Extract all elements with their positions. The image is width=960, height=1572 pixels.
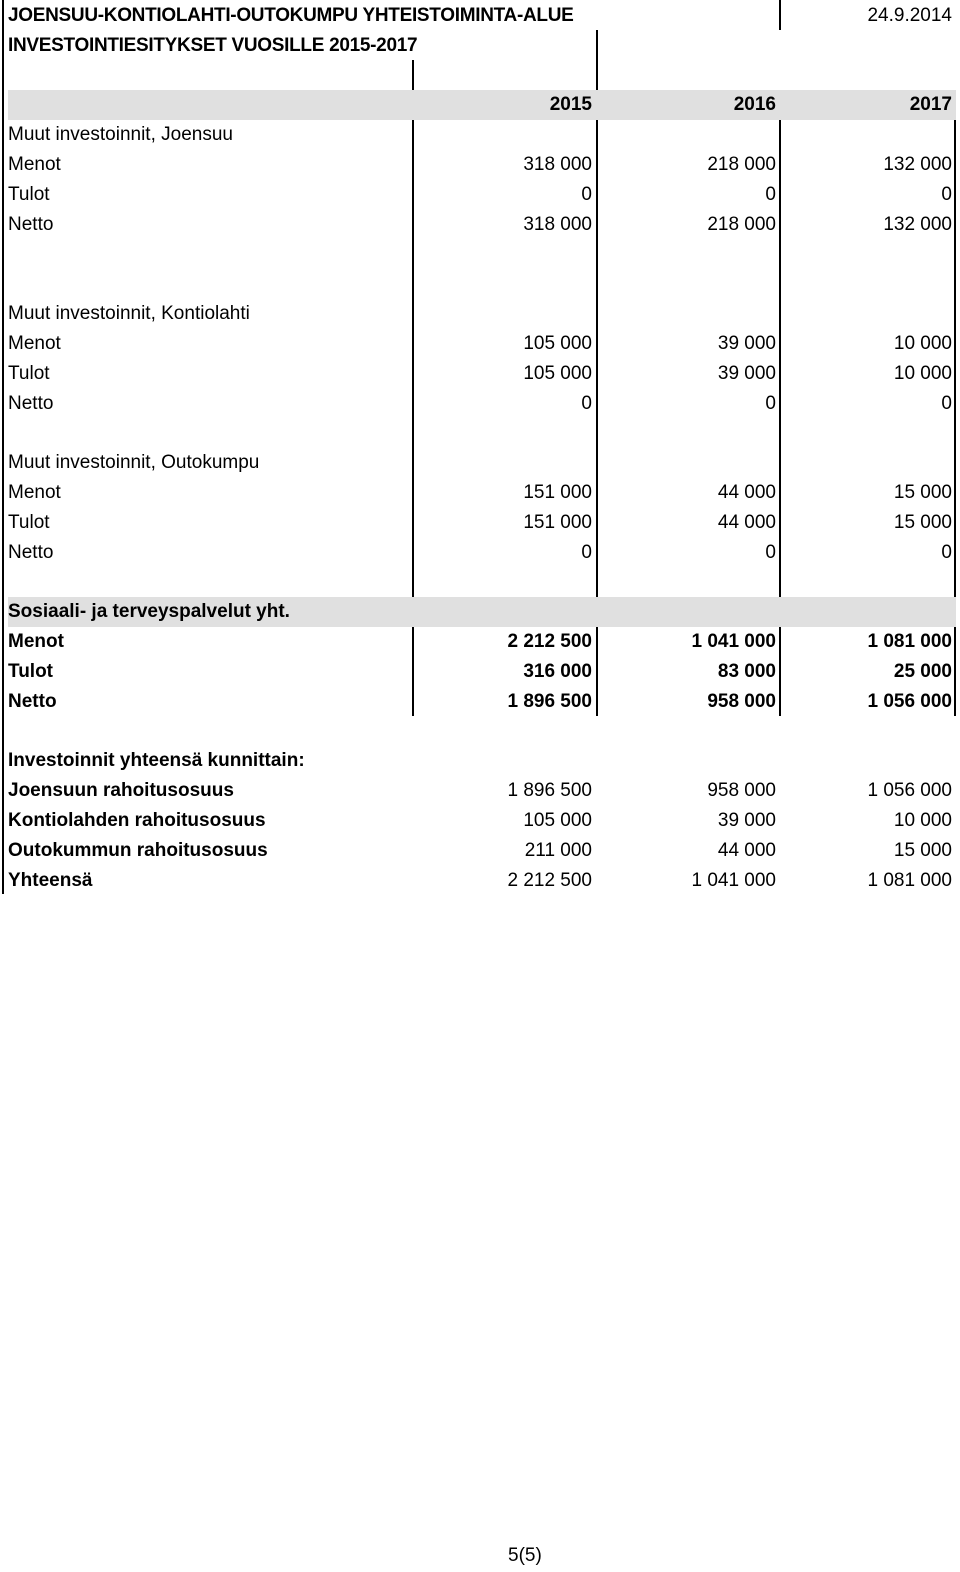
row-label: Joensuun rahoitusosuus	[8, 780, 234, 801]
cell-2016: 44 000	[717, 512, 776, 533]
cell-2017: 10 000	[893, 333, 952, 354]
cell-2015: 105 000	[523, 810, 592, 831]
row-label: Tulot	[8, 363, 50, 384]
row-label: Tulot	[8, 512, 50, 533]
summary-row	[0, 866, 960, 896]
row-label: Menot	[8, 333, 61, 354]
cell-2015: 151 000	[523, 512, 592, 533]
row-label: Netto	[8, 214, 54, 235]
cell-2015: 0	[581, 184, 592, 205]
page-title: JOENSUU-KONTIOLAHTI-OUTOKUMPU YHTEISTOIMINTA-ALUE	[8, 5, 574, 26]
cell-2016: 218 000	[707, 214, 776, 235]
section-title: Sosiaali- ja terveyspalvelut yht.	[8, 601, 290, 622]
table-row	[0, 359, 960, 389]
page-subtitle: INVESTOINTIESITYKSET VUOSILLE 2015-2017	[8, 35, 418, 56]
cell-2017: 1 056 000	[867, 780, 952, 801]
page-number: 5(5)	[508, 1545, 542, 1566]
summary-row	[0, 836, 960, 866]
year-header-row	[0, 90, 960, 120]
cell-2017: 10 000	[893, 363, 952, 384]
document-date: 24.9.2014	[867, 5, 952, 26]
table-row	[0, 478, 960, 508]
cell-2016: 39 000	[717, 363, 776, 384]
cell-2017: 0	[941, 393, 952, 414]
cell-2015: 151 000	[523, 482, 592, 503]
table-row	[0, 210, 960, 240]
row-label: Netto	[8, 542, 54, 563]
row-label: Menot	[8, 482, 61, 503]
section-title: Muut investoinnit, Joensuu	[8, 124, 233, 145]
row-label: Menot	[8, 154, 61, 175]
cell-2016: 83 000	[717, 661, 776, 682]
cell-2017: 132 000	[883, 154, 952, 175]
table-row	[0, 389, 960, 419]
table-row	[0, 180, 960, 210]
table-row	[0, 538, 960, 568]
cell-2015: 1 896 500	[507, 691, 592, 712]
cell-2015: 318 000	[523, 214, 592, 235]
section-title: Muut investoinnit, Outokumpu	[8, 452, 260, 473]
table-row	[0, 657, 960, 687]
cell-2015: 105 000	[523, 333, 592, 354]
cell-2016: 958 000	[707, 780, 776, 801]
cell-2017: 10 000	[893, 810, 952, 831]
summary-title: Investoinnit yhteensä kunnittain:	[8, 750, 305, 771]
cell-2017: 0	[941, 542, 952, 563]
section-title-row	[0, 597, 960, 627]
cell-2016: 44 000	[717, 482, 776, 503]
cell-2015: 1 896 500	[507, 780, 592, 801]
table-row	[0, 329, 960, 359]
cell-2017: 15 000	[893, 482, 952, 503]
cell-2015: 2 212 500	[507, 870, 592, 891]
table-row	[0, 627, 960, 657]
cell-2017: 1 081 000	[867, 631, 952, 652]
row-label: Kontiolahden rahoitusosuus	[8, 810, 266, 831]
table-row	[0, 508, 960, 538]
cell-2016: 39 000	[717, 810, 776, 831]
col-divider-title	[779, 0, 781, 30]
cell-2015: 2 212 500	[507, 631, 592, 652]
row-label: Netto	[8, 393, 54, 414]
section-title: Muut investoinnit, Kontiolahti	[8, 303, 250, 324]
summary-row	[0, 776, 960, 806]
summary-title-row	[0, 746, 960, 776]
cell-2015: 0	[581, 393, 592, 414]
cell-2016: 1 041 000	[691, 870, 776, 891]
row-label: Outokummun rahoitusosuus	[8, 840, 268, 861]
row-label: Yhteensä	[8, 870, 93, 891]
cell-2017: 0	[941, 184, 952, 205]
section-title-row	[0, 120, 960, 150]
table-row	[0, 687, 960, 717]
row-label: Tulot	[8, 184, 50, 205]
table-row	[0, 150, 960, 180]
cell-2017: 25 000	[893, 661, 952, 682]
cell-2017: 15 000	[893, 512, 952, 533]
cell-2016: 39 000	[717, 333, 776, 354]
cell-2017: 1 056 000	[867, 691, 952, 712]
cell-2016: 218 000	[707, 154, 776, 175]
cell-2016: 0	[765, 184, 776, 205]
row-label: Tulot	[8, 661, 54, 682]
cell-2016: 44 000	[717, 840, 776, 861]
column-header-2017: 2017	[909, 94, 952, 115]
row-label: Menot	[8, 631, 64, 652]
cell-2016: 0	[765, 393, 776, 414]
row-label: Netto	[8, 691, 57, 712]
section-title-row	[0, 448, 960, 478]
summary-row	[0, 806, 960, 836]
col-divider-subtitle	[596, 30, 598, 90]
cell-2015: 0	[581, 542, 592, 563]
cell-2015: 211 000	[524, 840, 592, 861]
cell-2015: 105 000	[523, 363, 592, 384]
cell-2017: 1 081 000	[867, 870, 952, 891]
cell-2016: 1 041 000	[691, 631, 776, 652]
column-header-2016: 2016	[733, 94, 776, 115]
cell-2016: 958 000	[707, 691, 776, 712]
cell-2015: 318 000	[523, 154, 592, 175]
column-header-2015: 2015	[549, 94, 592, 115]
section-title-row	[0, 299, 960, 329]
cell-2017: 132 000	[883, 214, 952, 235]
cell-2017: 15 000	[893, 840, 952, 861]
cell-2015: 316 000	[523, 661, 592, 682]
cell-2016: 0	[765, 542, 776, 563]
